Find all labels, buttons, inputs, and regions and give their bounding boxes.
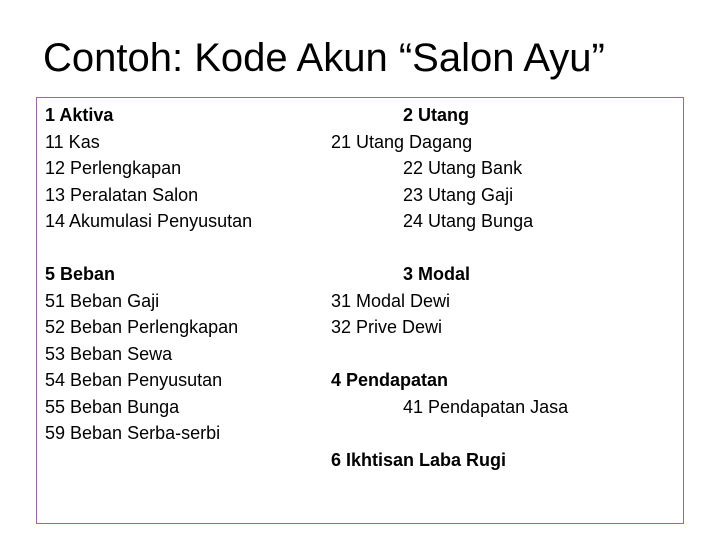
- spacer: [331, 235, 568, 262]
- account-item: 51 Beban Gaji: [45, 290, 160, 311]
- right-column: [331, 102, 568, 473]
- account-item: 21 Utang Dagang: [331, 131, 473, 152]
- spacer: [45, 235, 252, 262]
- account-item: 23 Utang Gaji: [403, 184, 514, 205]
- left-column: [45, 102, 252, 447]
- account-code-box: [36, 97, 684, 524]
- group-header-pendapatan: 4 Pendapatan: [331, 370, 449, 390]
- group-header-beban: 5 Beban: [45, 264, 116, 284]
- spacer: [331, 341, 568, 368]
- group-header-modal: 3 Modal: [403, 264, 471, 284]
- slide-title: Contoh: Kode Akun “Salon Ayu”: [43, 36, 605, 80]
- group-header-aktiva: 1 Aktiva: [45, 105, 114, 125]
- group-header-utang: 2 Utang: [403, 105, 470, 125]
- account-item: 55 Beban Bunga: [45, 396, 180, 417]
- spacer: [331, 420, 568, 447]
- account-item: 32 Prive Dewi: [331, 317, 443, 337]
- account-item: 52 Beban Perlengkapan: [45, 317, 239, 337]
- account-item: 14 Akumulasi Penyusutan: [45, 211, 253, 231]
- account-item: 22 Utang Bank: [403, 158, 523, 178]
- account-item: 41 Pendapatan Jasa: [403, 396, 569, 417]
- account-item: 12 Perlengkapan: [45, 158, 182, 178]
- account-item: 13 Peralatan Salon: [45, 184, 199, 205]
- account-item: 11 Kas: [45, 131, 100, 152]
- account-item: 59 Beban Serba-serbi: [45, 423, 221, 443]
- account-item: 24 Utang Bunga: [403, 211, 534, 231]
- group-header-ikhtisar: 6 Ikhtisan Laba Rugi: [331, 449, 507, 470]
- account-item: 31 Modal Dewi: [331, 290, 451, 311]
- account-item: 54 Beban Penyusutan: [45, 370, 223, 390]
- account-item: 53 Beban Sewa: [45, 343, 173, 364]
